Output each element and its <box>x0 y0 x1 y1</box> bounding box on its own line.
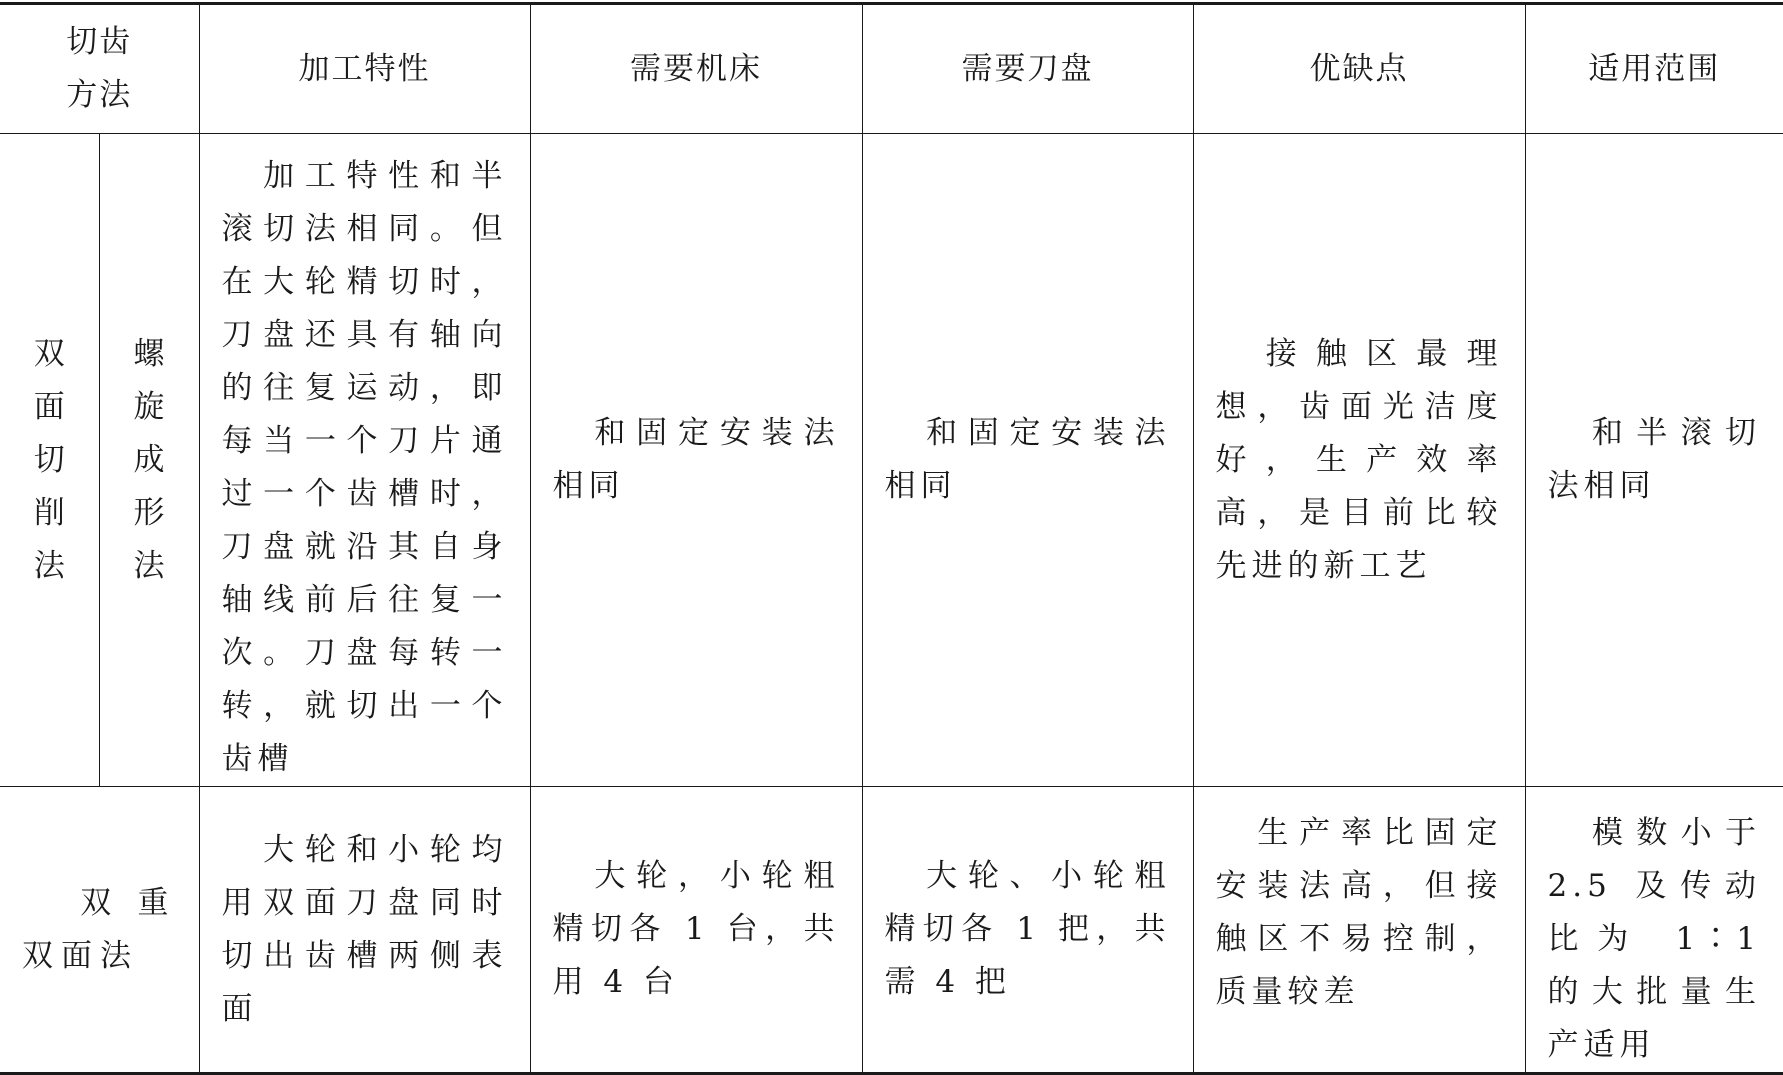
header-method-line2: 方法 <box>66 77 133 113</box>
sub-char: 形 <box>133 494 165 531</box>
method-label-double-double-face <box>0 787 199 1074</box>
group-char: 削 <box>33 494 65 531</box>
header-machine: 需要机床 <box>530 4 862 134</box>
cell-feature <box>199 787 530 1074</box>
cell-machine-text: 和固定安装法相同 <box>552 415 840 504</box>
header-row <box>0 4 1783 134</box>
cell-pros-cons-text: 生产率比固定安装法高，但接触区不易控制，质量较差 <box>1215 815 1503 1010</box>
cell-feature-text: 加工特性和半滚切法相同。但在大轮精切时，刀盘还具有轴向的往复运动，即每当一个刀片通过一个齿槽时，刀盘就沿其自身轴线前后往复一次。刀盘每转一转，就切出一个齿槽 <box>221 158 508 777</box>
cell-pros-cons <box>1193 134 1525 787</box>
sub-char: 成 <box>133 441 165 478</box>
method-label-text: 双重双面法 <box>22 884 177 974</box>
group-char: 切 <box>33 441 65 478</box>
cell-machine <box>530 787 862 1074</box>
cell-cutter <box>862 787 1193 1074</box>
group-char: 法 <box>33 547 65 584</box>
cell-scope-text: 模数小于 2.5 及传动比为 1∶1 的大批量生产适用 <box>1547 815 1761 1063</box>
cell-scope <box>1525 787 1783 1074</box>
group-char: 面 <box>33 388 65 425</box>
cell-cutter-text: 和固定安装法相同 <box>884 415 1171 504</box>
table-row <box>0 787 1783 1074</box>
cell-pros-cons-text: 接触区最理想，齿面光洁度好，生产效率高，是目前比较先进的新工艺 <box>1215 335 1503 584</box>
cell-pros-cons <box>1193 787 1525 1074</box>
sub-char: 螺 <box>133 335 165 372</box>
sub-char: 旋 <box>133 388 165 425</box>
method-label-helical-forming <box>99 134 199 787</box>
cell-feature <box>199 134 530 787</box>
cell-machine <box>530 134 862 787</box>
group-label-double-face-cutting <box>0 134 99 787</box>
header-method-line1: 切齿 <box>66 24 133 60</box>
header-cutter: 需要刀盘 <box>862 4 1193 134</box>
cell-cutter-text: 大轮、小轮粗精切各 1 把，共需 4 把 <box>884 858 1171 1000</box>
header-scope: 适用范围 <box>1525 4 1783 134</box>
cell-scope <box>1525 134 1783 787</box>
cell-machine-text: 大轮，小轮粗精切各 1 台，共用 4 台 <box>552 858 840 1000</box>
sub-char: 法 <box>133 547 165 584</box>
gear-cutting-methods-table <box>0 2 1783 1075</box>
header-feature: 加工特性 <box>199 4 530 134</box>
cell-scope-text: 和半滚切法相同 <box>1547 415 1761 504</box>
group-char: 双 <box>33 335 65 372</box>
header-pros-cons: 优缺点 <box>1193 4 1525 134</box>
cell-cutter <box>862 134 1193 787</box>
table-row <box>0 134 1783 787</box>
cell-feature-text: 大轮和小轮均用双面刀盘同时切出齿槽两侧表面 <box>221 831 508 1027</box>
header-method <box>0 4 199 134</box>
